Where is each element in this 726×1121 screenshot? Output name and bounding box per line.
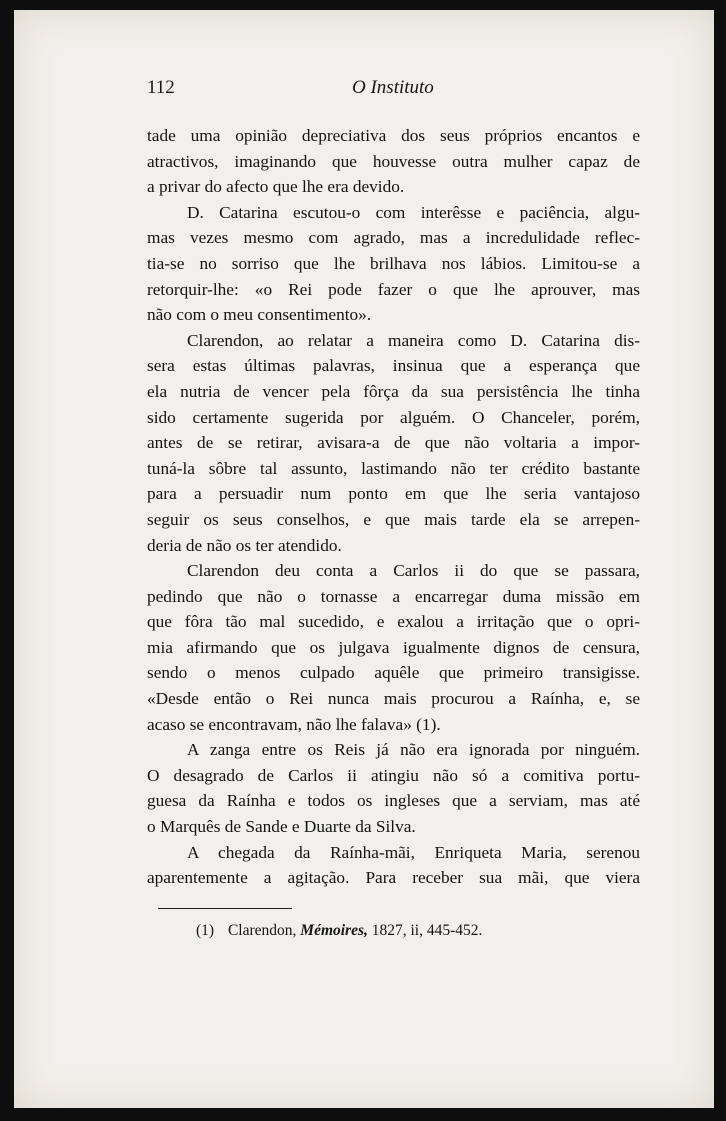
page-number: 112 [147, 77, 175, 98]
text-line: o Marquês de Sande e Duarte da Silva. [147, 817, 416, 837]
footnote-work-title: Mémoires, [300, 922, 368, 939]
text-line: tuná-la sôbre tal assunto, lastimando não ter crédito bastante [147, 458, 640, 478]
text-line: «Desde então o Rei nunca mais procurou a Raínha, e, se [147, 689, 640, 709]
text-line: deria de não os ter atendido. [147, 535, 342, 555]
text-line: guesa da Raínha e todos os ingleses que a serviam, mas até [147, 791, 640, 811]
text-line: que fôra tão mal sucedido, e exalou a irritação que o opri- [147, 612, 640, 632]
text-line: tade uma opinião depreciativa dos seus próprios encantos e [147, 126, 640, 145]
body-text [147, 123, 640, 891]
text-line: mia afirmando que os julgava igualmente dignos de censura, [147, 637, 640, 657]
text-line: para a persuadir num ponto em que lhe seria vantajoso [147, 484, 640, 504]
running-title: O Instituto [352, 77, 434, 98]
footnote-rule [158, 908, 292, 909]
text-line: atractivos, imaginando que houvesse outra mulher capaz de [147, 151, 640, 171]
text-line: D. Catarina escutou-o com interêsse e paciência, algu- [187, 202, 640, 222]
footnote-mark: (1) [196, 922, 215, 939]
text-line: A chegada da Raínha-mãi, Enriqueta Maria, serenou [187, 842, 640, 862]
text-line: Clarendon, ao relatar a maneira como D. Catarina dis- [187, 330, 640, 350]
text-line: aparentemente a agitação. Para receber sua mãi, que viera [147, 868, 640, 888]
text-line: O desagrado de Carlos ii atingiu não só a comitiva portu- [147, 765, 640, 785]
text-line: Clarendon deu conta a Carlos ii do que se passara, [187, 561, 640, 581]
text-line: pedindo que não o tornasse a encarregar duma missão em [147, 586, 640, 606]
text-line: mas vezes mesmo com agrado, mas a incredulidade reflec- [147, 228, 640, 248]
text-line: acaso se encontravam, não lhe falava» (1). [147, 714, 441, 734]
text-line: sido certamente sugerida por alguém. O Chanceler, porém, [147, 407, 640, 427]
text-line: ela nutria de vencer pela fôrça da sua persistência lhe tinha [147, 381, 640, 401]
text-line: seguir os seus conselhos, e que mais tarde ela se arrepen- [147, 509, 640, 529]
text-line: a privar do afecto que lhe era devido. [147, 177, 405, 197]
text-line: sera estas últimas palavras, insinua que a esperança que [147, 356, 640, 376]
text-line: sendo o menos culpado aquêle que primeiro transigisse. [147, 663, 640, 683]
footnote [196, 922, 482, 940]
page-header [147, 72, 447, 102]
text-line: A zanga entre os Reis já não era ignorada por ninguém. [187, 740, 640, 760]
text-line: tia-se no sorriso que lhe brilhava nos lábios. Limitou-se a [147, 253, 640, 273]
text-line: antes de se retirar, avisara-a de que não voltaria a impor- [147, 433, 640, 453]
footnote-author: Clarendon, [227, 922, 297, 939]
text-line: não com o meu consentimento». [147, 305, 372, 325]
text-line: retorquir-lhe: «o Rei pode fazer o que lhe aprouver, mas [147, 279, 640, 299]
footnote-details: 1827, ii, 445-452. [371, 922, 483, 939]
